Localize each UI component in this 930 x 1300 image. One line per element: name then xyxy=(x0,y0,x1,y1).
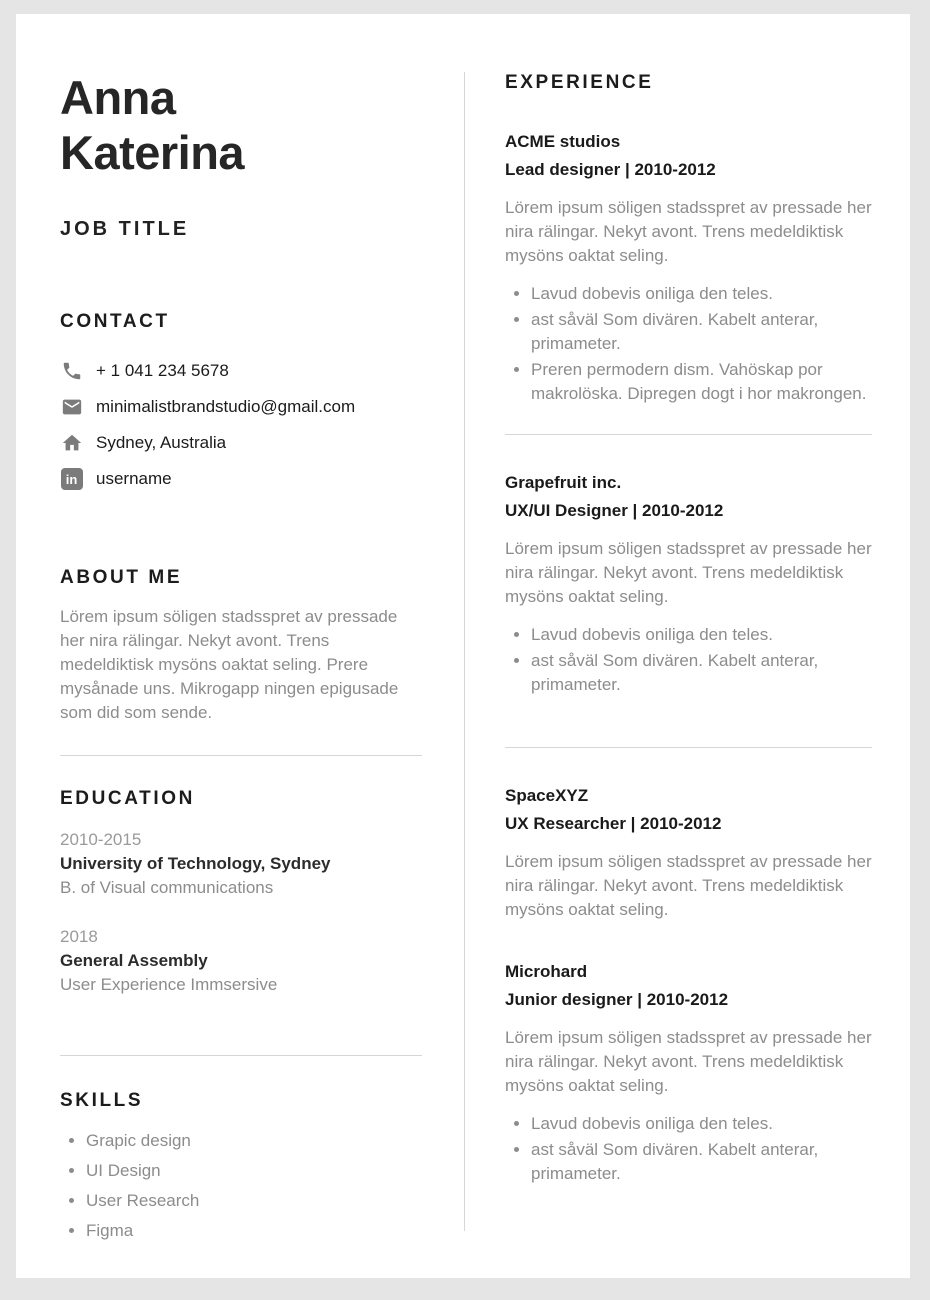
contact-phone-text: + 1 041 234 5678 xyxy=(96,361,229,380)
experience-job xyxy=(505,128,872,406)
education-degree: B. of Visual communications xyxy=(60,878,274,897)
education-years: 2018 xyxy=(60,927,98,946)
about-section xyxy=(60,567,422,725)
education-section xyxy=(60,788,422,997)
email-icon xyxy=(60,396,83,419)
experience-job xyxy=(505,782,872,922)
education-heading: EDUCATION xyxy=(60,788,195,809)
job-bullet: • Preren permodern dism. Vahöskap por makrolöska. Dipregen dogt i hor makrongen. xyxy=(531,358,872,406)
contact-heading: CONTACT xyxy=(60,311,170,332)
job-summary: Lörem ipsum söligen stadsspret av pressade her nira rälingar. Nekyt avont. Trens medeldiktisk mysöns oaktat seling. xyxy=(505,852,872,919)
skill-item: • Grapic design xyxy=(86,1126,422,1156)
education-school: University of Technology, Sydney xyxy=(60,854,331,873)
education-list xyxy=(60,828,422,997)
skills-section xyxy=(60,1090,422,1246)
job-role: UX/UI Designer | 2010-2012 xyxy=(505,501,724,520)
job-summary: Lörem ipsum söligen stadsspret av pressade her nira rälingar. Nekyt avont. Trens medeldiktisk mysöns oaktat seling. xyxy=(505,198,872,265)
job-title: JOB TITLE xyxy=(60,218,190,240)
section-divider xyxy=(505,747,872,748)
person-name: Anna Katerina xyxy=(60,71,245,179)
experience-heading: EXPERIENCE xyxy=(505,72,654,93)
experience-column xyxy=(464,14,910,1278)
job-company: ACME studios xyxy=(505,132,621,151)
contact-location-text: Sydney, Australia xyxy=(96,433,227,452)
contact-phone-row xyxy=(60,353,422,389)
skill-item: • UI Design xyxy=(86,1156,422,1186)
section-divider xyxy=(60,755,422,756)
column-divider xyxy=(464,72,465,1231)
skill-item: • User Research xyxy=(86,1186,422,1216)
job-role: UX Researcher | 2010-2012 xyxy=(505,814,722,833)
contact-linkedin-text: username xyxy=(96,469,172,488)
about-heading: ABOUT ME xyxy=(60,567,183,588)
section-divider xyxy=(505,434,872,435)
job-company: SpaceXYZ xyxy=(505,786,589,805)
job-bullet: • ast såväl Som divären. Kabelt anterar, primameter. xyxy=(531,1138,872,1186)
job-bullet-list xyxy=(505,1112,872,1186)
linkedin-icon xyxy=(60,468,83,491)
job-bullet: • Lavud dobevis oniliga den teles. xyxy=(531,1112,872,1136)
contact-location-row xyxy=(60,425,422,461)
education-school: General Assembly xyxy=(60,951,208,970)
skills-heading: SKILLS xyxy=(60,1090,144,1111)
education-years: 2010-2015 xyxy=(60,830,142,849)
linkedin-badge: in xyxy=(61,468,83,490)
resume-card xyxy=(16,14,910,1278)
job-role: Junior designer | 2010-2012 xyxy=(505,990,729,1009)
skill-item: • Figma xyxy=(86,1216,422,1246)
education-item xyxy=(60,925,422,997)
contact-email-row xyxy=(60,389,422,425)
left-column xyxy=(16,14,464,1278)
phone-icon xyxy=(60,360,83,383)
education-degree: User Experience Immsersive xyxy=(60,975,278,994)
experience-job xyxy=(505,469,872,697)
job-summary: Lörem ipsum söligen stadsspret av pressade her nira rälingar. Nekyt avont. Trens medeldiktisk mysöns oaktat seling. xyxy=(505,539,872,606)
job-bullet-list xyxy=(505,623,872,697)
job-bullet: • ast såväl Som divären. Kabelt anterar, primameter. xyxy=(531,308,872,356)
home-icon xyxy=(60,432,83,455)
job-bullet-list xyxy=(505,282,872,406)
about-text: Lörem ipsum söligen stadsspret av pressade her nira rälingar. Nekyt avont. Trens medeldiktisk mysöns oaktat seling. Prere mysånade uns. Mikrogapp ningen epigusade som did som sende. xyxy=(60,607,399,722)
job-company: Grapefruit inc. xyxy=(505,473,622,492)
skills-list xyxy=(60,1126,422,1246)
job-bullet: • Lavud dobevis oniliga den teles. xyxy=(531,623,872,647)
job-company: Microhard xyxy=(505,962,588,981)
contact-email-text: minimalistbrandstudio@gmail.com xyxy=(96,397,356,416)
experience-job xyxy=(505,958,872,1186)
contact-section xyxy=(60,311,422,497)
job-bullet: • ast såväl Som divären. Kabelt anterar, primameter. xyxy=(531,649,872,697)
contact-list xyxy=(60,353,422,497)
job-bullet: • Lavud dobevis oniliga den teles. xyxy=(531,282,872,306)
education-item xyxy=(60,828,422,900)
job-summary: Lörem ipsum söligen stadsspret av pressade her nira rälingar. Nekyt avont. Trens medeldiktisk mysöns oaktat seling. xyxy=(505,1028,872,1095)
section-divider xyxy=(60,1055,422,1056)
contact-linkedin-row xyxy=(60,461,422,497)
job-role: Lead designer | 2010-2012 xyxy=(505,160,716,179)
